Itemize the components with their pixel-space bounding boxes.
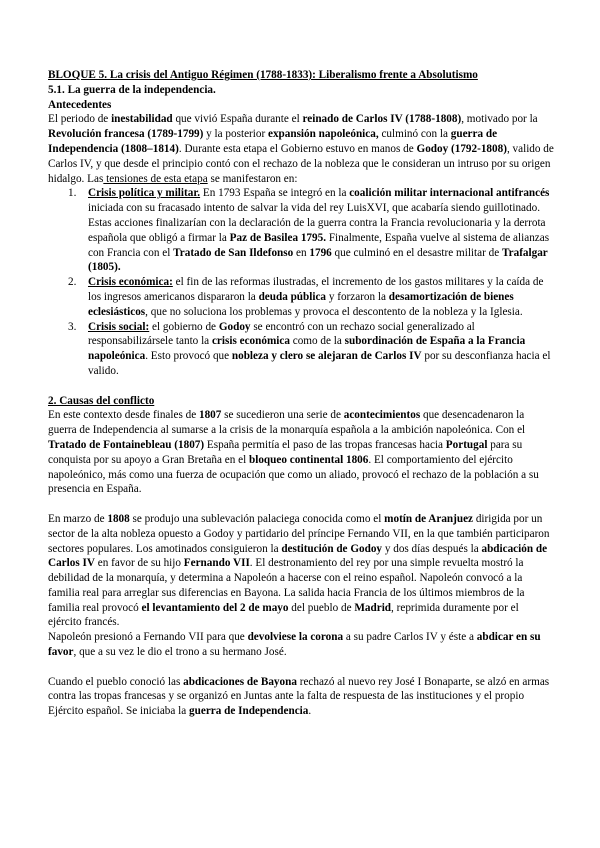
- crisis-text: [88, 187, 549, 273]
- document-title: BLOQUE 5. La crisis del Antiguo Régimen (1788-1833): Liberalismo frente a Absolutismo: [48, 69, 478, 81]
- text-run: del pueblo de: [288, 601, 355, 614]
- text-run: Napoleón presionó a Fernando VII para que: [48, 631, 248, 644]
- bold-text-run: guerra de Independencia (1808–1814): [48, 128, 498, 155]
- text-run: el fin de las reformas ilustradas, el incremento de los gastos militares y la caída de los ingresos americanos dispararon la: [88, 276, 544, 303]
- bold-text-run: reinado de Carlos IV (1788-1808): [302, 113, 462, 126]
- bold-text-run: Paz de Basilea 1795.: [229, 231, 327, 244]
- bold-text-run: Godoy (1792-1808): [416, 142, 507, 155]
- text-run: , que no soluciona los problemas y provoca el descontento de la nobleza y la Iglesia.: [145, 305, 523, 318]
- text-run: se sucedieron una serie de: [221, 409, 344, 422]
- text-run: como de la: [289, 335, 345, 348]
- text-run: que vivió España durante el: [172, 113, 303, 126]
- bold-text-run: bloqueo continental 1806: [249, 453, 369, 466]
- text-run: en favor de su hijo: [94, 557, 184, 570]
- bold-text-run: destitución de Godoy: [281, 542, 383, 555]
- bold-text-run: Godoy: [218, 320, 251, 333]
- text-run: dirigida por un sector de la alta nobleza opuesto a Godoy y partidario del príncipe Fernando VII, en la que también participaron sectores populares. Los amotinados consiguieron la: [48, 512, 550, 555]
- spacer: [48, 379, 554, 394]
- bold-text-run: inestabilidad: [111, 113, 173, 126]
- text-run: iniciada con su fracasado intento de salvar la vida del rey LuisXVI, que acabaría siendo guillotinado. Estas acciones finalizarían con la declaración de la guerra contra la Francia revolucionaria y la derrota española que obligó a firmar la: [88, 202, 546, 244]
- bold-text-run: acontecimientos: [343, 409, 421, 422]
- text-run: se encontró con un rechazo social generalizado al responsabilizársele tanto la: [88, 320, 475, 348]
- text-run: en: [293, 246, 310, 259]
- text-run: . Durante esta etapa el Gobierno estuvo en manos de: [178, 142, 417, 155]
- text-run: que desencadenaron la guerra de Independencia al sumarse a la crisis de la monarquía española a la ambición napoleónica. Con el: [48, 409, 526, 437]
- text-run: el gobierno de: [149, 320, 219, 333]
- text-run: Cuando el pueblo conoció las: [48, 675, 184, 688]
- bold-text-run: motín de Aranjuez: [384, 512, 474, 525]
- text-run: En marzo de: [48, 512, 108, 525]
- subsection-heading: Antecedentes: [48, 98, 112, 111]
- bold-text-run: Crisis política y militar.: [88, 187, 201, 200]
- text-run: que culminó en el desastre militar de: [331, 246, 502, 259]
- text-run: , motivado por la: [461, 113, 538, 126]
- text-run: se manifestaron en:: [207, 172, 298, 185]
- text-run: y forzaron la: [326, 290, 389, 303]
- text-run: culminó con la: [378, 128, 451, 141]
- text-run: y dos días después la: [382, 542, 482, 555]
- text-run: tensiones de esta etapa: [103, 172, 208, 185]
- text-run: por su desconfianza hacia el valido.: [88, 350, 551, 377]
- bold-text-run: Fernando VII: [183, 557, 250, 570]
- text-run: , valido de Carlos IV, y que desde el principio contó con el rechazo de la nobleza que le consideran un intruso por su origen hidalgo. Las: [48, 142, 554, 185]
- crisis-list: [48, 186, 554, 378]
- list-number: 3.: [68, 320, 77, 333]
- crisis-item-political: [68, 186, 554, 275]
- bold-text-run: Tratado de Fontainebleau (1807): [48, 438, 205, 451]
- bold-text-run: Portugal: [445, 438, 488, 451]
- bold-text-run: desamortización de bienes eclesiásticos: [88, 290, 514, 318]
- text-run: y la posterior: [203, 128, 268, 141]
- bold-text-run: 1807: [198, 409, 222, 422]
- text-run: . El comportamiento del ejército napoleónico, más como una fuerza de ocupación que como un aliado, provocó el rechazo de la población a su presencia en España.: [48, 453, 539, 496]
- causes-paragraph-4: [48, 675, 554, 719]
- bold-text-run: abdicación de Carlos IV: [48, 542, 548, 570]
- text-run: se produjo una sublevación palaciega conocida como el: [129, 512, 385, 525]
- section-heading: 5.1. La guerra de la independencia.: [48, 83, 216, 96]
- bold-text-run: abdicaciones de Bayona: [183, 675, 297, 688]
- bold-text-run: Crisis económica:: [88, 276, 173, 289]
- causes-heading: 2. Causas del conflicto: [48, 394, 155, 407]
- spacer: [48, 497, 554, 512]
- text-run: a su padre Carlos IV y éste a: [343, 631, 477, 644]
- text-run: .: [308, 705, 312, 718]
- bold-text-run: subordinación de España a la Francia napoleónica: [88, 335, 526, 363]
- text-run: El periodo de: [48, 113, 112, 126]
- bold-text-run: Madrid: [354, 601, 392, 614]
- causes-paragraph-1: [48, 408, 554, 497]
- text-run: . El destronamiento del rey por una simple revuelta mostró la debilidad de la monarquía, y determina a Napoleón a hacerse con el reino español. Napoleón convocó a la familia real para arreglar sus diferencias en Bayona. La salida hacia Francia de los últimos miembros de la familia real provocó: [48, 557, 525, 614]
- list-number: 1.: [68, 187, 77, 200]
- bold-text-run: abdicar en su favor: [48, 631, 541, 659]
- crisis-text: [88, 321, 550, 377]
- text-run: para su conquista por su apoyo a Gran Bretaña en el: [48, 438, 523, 466]
- bold-text-run: coalición militar internacional antifrancés: [349, 187, 550, 200]
- bold-text-run: el levantamiento del 2 de mayo: [141, 601, 289, 614]
- bold-text-run: 1796: [309, 246, 332, 259]
- bold-text-run: crisis económica: [211, 335, 290, 348]
- causes-paragraph-3: [48, 630, 554, 660]
- crisis-text: [88, 276, 543, 318]
- text-run: España permitía el paso de las tropas francesas hacia: [204, 438, 446, 451]
- causes-paragraph-2: [48, 512, 554, 630]
- text-run: , reprimida duramente por el ejército francés.: [48, 601, 519, 629]
- bold-text-run: Crisis social:: [88, 320, 150, 333]
- text-run: En 1793 España se integró en la: [200, 187, 350, 200]
- spacer: [48, 660, 554, 675]
- crisis-item-social: [68, 320, 554, 379]
- text-run: Finalmente, España vuelve al sistema de alianzas con Francia con el: [88, 231, 550, 259]
- bold-text-run: 1808: [107, 512, 130, 525]
- text-run: , que a su vez le dio el trono a su hermano José.: [73, 646, 287, 659]
- text-run: En este contexto desde finales de: [48, 409, 199, 422]
- text-run: rechazó al nuevo rey José I Bonaparte, se alzó en armas contra las tropas francesas y se organizó en Juntas ante la falta de respuesta de las instituciones y el propio Ejército español. Se iniciaba la: [48, 675, 550, 718]
- crisis-item-economic: [68, 275, 554, 319]
- bold-text-run: Tratado de San Ildefonso: [173, 246, 294, 259]
- text-run: . Esto provocó que: [145, 350, 232, 363]
- bold-text-run: expansión napoleónica,: [267, 128, 379, 141]
- bold-text-run: nobleza y clero se alejaran de Carlos IV: [231, 350, 422, 363]
- bold-text-run: Trafalgar (1805).: [88, 246, 548, 274]
- document-body: [48, 68, 554, 719]
- bold-text-run: devolviese la corona: [247, 631, 344, 644]
- bold-text-run: guerra de Independencia: [189, 705, 309, 718]
- list-number: 2.: [68, 276, 77, 289]
- intro-paragraph: [48, 112, 554, 186]
- bold-text-run: deuda pública: [258, 290, 327, 303]
- bold-text-run: Revolución francesa (1789-1799): [48, 128, 204, 141]
